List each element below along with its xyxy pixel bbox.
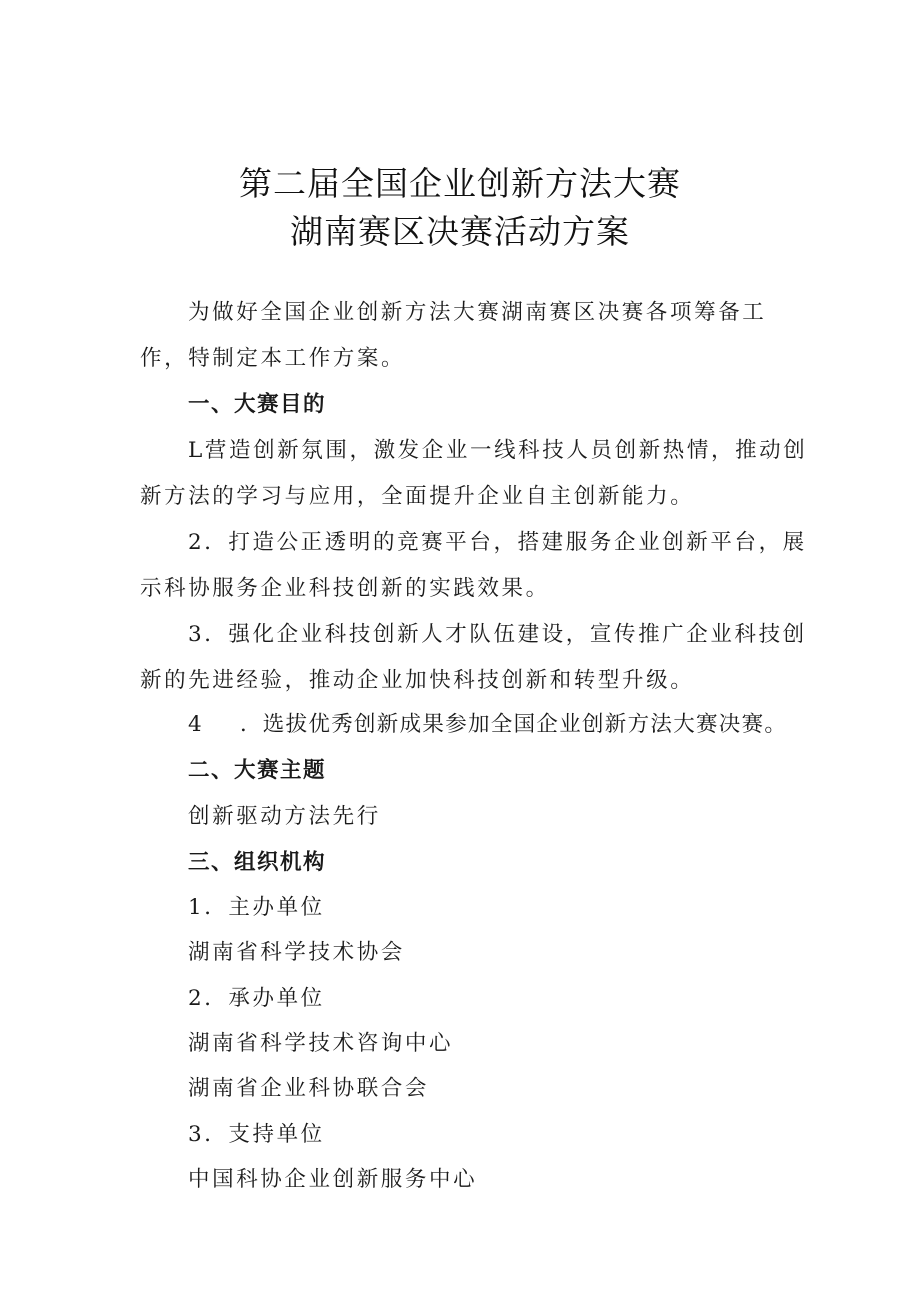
intro-line-1: 为做好全国企业创新方法大赛湖南赛区决赛各项筹备工	[188, 300, 767, 325]
sub-1-organization: 湖南省科学技术协会	[188, 940, 405, 965]
sub-3-organization: 中国科协企业创新服务中心	[188, 1167, 478, 1192]
sub-2-organization-1: 湖南省科学技术咨询中心	[188, 1031, 454, 1056]
document-title-line-1: 第二届全国企业创新方法大赛	[239, 164, 681, 203]
section-1-item-2-line-1: 2．打造公正透明的竞赛平台，搭建服务企业创新平台，展	[188, 530, 807, 555]
section-1-item-3-line-1: 3．强化企业科技创新人才队伍建设，宣传推广企业科技创	[188, 622, 807, 647]
intro-line-2: 作，特制定本工作方案。	[140, 346, 406, 371]
sub-2-organization-2: 湖南省企业科协联合会	[188, 1076, 430, 1101]
sub-2-label: 2．承办单位	[188, 986, 325, 1011]
section-1-item-2-line-2: 示科协服务企业科技创新的实践效果。	[140, 576, 550, 601]
section-1-item-3-line-2: 新的先进经验，推动企业加快科技创新和转型升级。	[140, 668, 695, 693]
section-1-item-4-number: 4	[188, 712, 205, 737]
section-1-heading: 一、大赛目的	[188, 392, 327, 417]
section-2-theme-text: 创新驱动方法先行	[188, 804, 381, 829]
section-1-item-4-text: ．选拔优秀创新成果参加全国企业创新方法大赛决赛。	[240, 712, 788, 737]
sub-3-label: 3．支持单位	[188, 1122, 325, 1147]
section-1-item-1-line-2: 新方法的学习与应用，全面提升企业自主创新能力。	[140, 484, 695, 509]
section-1-item-1-line-1: L营造创新氛围，激发企业一线科技人员创新热情，推动创	[188, 438, 808, 463]
document-title-line-2: 湖南赛区决赛活动方案	[290, 212, 630, 251]
section-2-heading: 二、大赛主题	[188, 758, 327, 783]
section-3-heading: 三、组织机构	[188, 850, 327, 875]
sub-1-label: 1．主办单位	[188, 895, 325, 920]
